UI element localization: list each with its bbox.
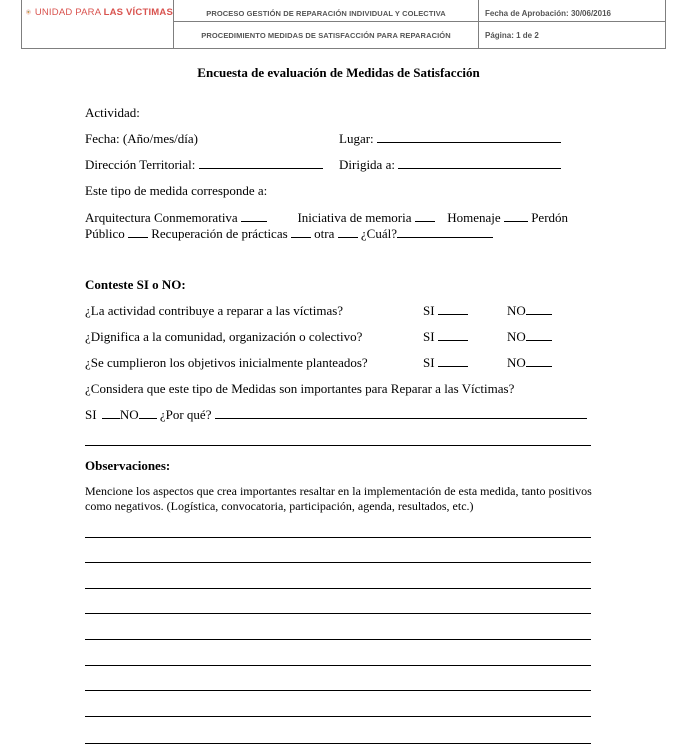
options-line-2 [85,226,493,242]
option-recuperacion: Recuperación de prácticas [151,226,288,241]
options-line-1 [85,210,568,226]
actividad-label: Actividad: [85,105,140,120]
observaciones-heading: Observaciones: [85,458,171,473]
dirigida-field [339,157,561,173]
process-cell: PROCESO GESTIÓN DE REPARACIÓN INDIVIDUAL Y COLECTIVA [174,0,479,22]
q1-no: NO [507,303,552,319]
lugar-field [339,131,561,147]
document-header [21,0,666,49]
si-no-heading: Conteste SI o NO: [85,277,186,292]
direccion-field [85,157,323,173]
obs-line-7[interactable] [85,690,591,691]
observaciones-instructions: Mencione los aspectos que crea importantes resaltar en la implementación de esta medida, tanto positivos como negativos. (Logística, convocatoria, participación, agenda, resultados, etc.) [85,484,592,513]
shield-logo-icon [26,1,31,23]
logo-cell [22,0,174,49]
option-homenaje-blank[interactable] [504,210,528,222]
option-otra-blank[interactable] [338,226,358,238]
obs-line-8[interactable] [85,716,591,717]
q3-si: SI [423,355,468,371]
obs-line-9[interactable] [85,743,591,744]
survey-title: Encuesta de evaluación de Medidas de Satisfacción [197,65,480,80]
q2-no: NO [507,329,552,345]
obs-line-4[interactable] [85,613,591,614]
direccion-label: Dirección Territorial: [85,157,196,172]
option-homenaje: Homenaje [447,210,501,225]
logo [22,1,173,23]
q2-no-blank[interactable] [526,329,552,341]
question-2: ¿Dignifica a la comunidad, organización o colectivo? [85,329,363,344]
approval-cell: Fecha de Aprobación: 30/06/2016 [479,0,666,22]
question-4: ¿Considera que este tipo de Medidas son importantes para Reparar a las Víctimas? [85,381,515,396]
obs-line-5[interactable] [85,639,591,640]
obs-line-6[interactable] [85,665,591,666]
question-1: ¿La actividad contribuye a reparar a las víctimas? [85,303,344,318]
option-otra: otra [314,226,335,241]
q4-why-blank[interactable] [215,407,587,419]
q4-si-label: SI [85,407,97,422]
q3-no-blank[interactable] [526,355,552,367]
option-iniciativa-blank[interactable] [415,210,435,222]
q2-si: SI [423,329,468,345]
option-iniciativa: Iniciativa de memoria [297,210,412,225]
option-arquitectura: Arquitectura Conmemorativa [85,210,238,225]
lugar-blank[interactable] [377,131,561,143]
q3-si-blank[interactable] [438,355,468,367]
lugar-label: Lugar: [339,131,374,146]
option-cual: ¿Cuál? [360,226,397,241]
q1-si-blank[interactable] [438,303,468,315]
q4-extra-line[interactable] [85,445,591,446]
option-cual-blank[interactable] [397,226,493,238]
q4-answer [85,407,587,423]
option-perdon: Perdón [531,210,569,225]
page-cell: Página: 1 de 2 [479,22,666,49]
q1-no-blank[interactable] [526,303,552,315]
option-perdon-publico: Público [85,226,125,241]
q1-si: SI [423,303,468,319]
obs-line-3[interactable] [85,588,591,589]
question-3: ¿Se cumplieron los objetivos inicialmente planteados? [85,355,368,370]
q4-no-label: NO [119,407,139,422]
dirigida-blank[interactable] [398,157,561,169]
obs-line-2[interactable] [85,562,591,563]
q2-si-blank[interactable] [438,329,468,341]
q4-no-blank[interactable] [139,407,157,419]
q4-si-blank[interactable] [102,407,120,419]
q4-why-label: ¿Por qué? [159,407,212,422]
option-recuperacion-blank[interactable] [291,226,311,238]
q3-no: NO [507,355,552,371]
option-perdon-blank[interactable] [128,226,148,238]
obs-line-1[interactable] [85,537,591,538]
logo-text: UNIDAD PARA LAS VÍCTIMAS [34,6,173,18]
procedure-cell: PROCEDIMIENTO MEDIDAS DE SATISFACCIÓN PARA REPARACIÓN [174,22,479,49]
fecha-label: Fecha: (Año/mes/día) [85,131,198,146]
dirigida-label: Dirigida a: [339,157,395,172]
direccion-blank[interactable] [199,157,323,169]
tipo-label: Este tipo de medida corresponde a: [85,183,268,198]
option-arquitectura-blank[interactable] [241,210,267,222]
